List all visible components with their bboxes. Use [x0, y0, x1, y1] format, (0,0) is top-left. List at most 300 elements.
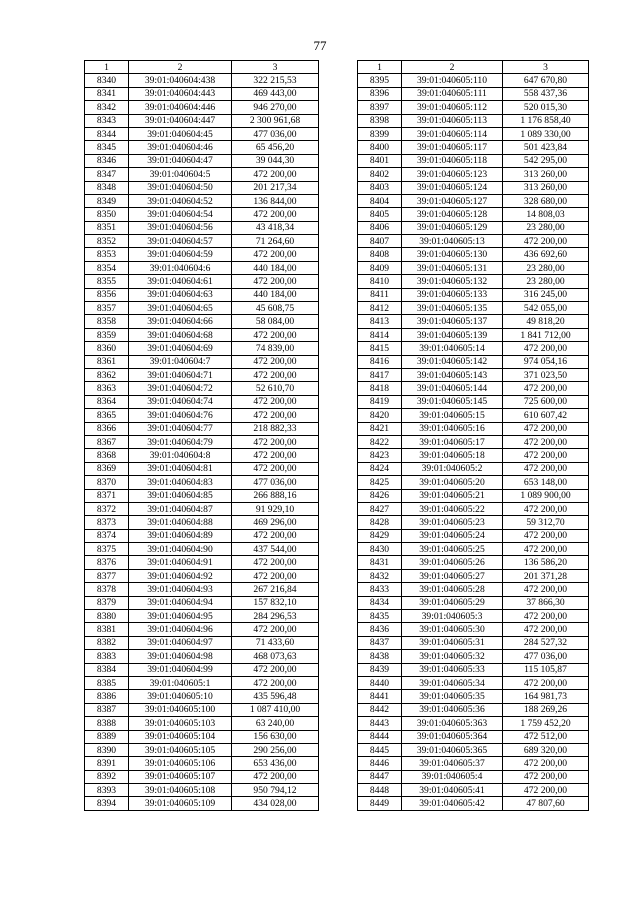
table-row [85, 784, 319, 797]
table-row [85, 288, 319, 301]
row-number-cell: 8385 [85, 676, 129, 689]
value-cell: 58 084,00 [232, 315, 319, 328]
table-row [85, 703, 319, 716]
cadastral-number-cell: 39:01:040605:4 [402, 770, 503, 783]
table-row [358, 623, 589, 636]
cadastral-number-cell: 39:01:040605:36 [402, 703, 503, 716]
cadastral-number-cell: 39:01:040605:110 [402, 74, 503, 87]
cadastral-number-cell: 39:01:040604:50 [129, 181, 232, 194]
table-row [358, 449, 589, 462]
value-cell: 91 929,10 [232, 502, 319, 515]
value-cell: 472 200,00 [503, 435, 589, 448]
row-number-cell: 8445 [358, 743, 402, 756]
value-cell: 468 073,63 [232, 650, 319, 663]
cadastral-number-cell: 39:01:040605:23 [402, 516, 503, 529]
row-number-cell: 8442 [358, 703, 402, 716]
value-cell: 653 148,00 [503, 476, 589, 489]
table-row [358, 703, 589, 716]
cadastral-number-cell: 39:01:040604:5 [129, 168, 232, 181]
value-cell: 647 670,80 [503, 74, 589, 87]
cadastral-number-cell: 39:01:040604:68 [129, 328, 232, 341]
value-cell: 477 036,00 [503, 650, 589, 663]
row-number-cell: 8347 [85, 168, 129, 181]
cadastral-number-cell: 39:01:040605:15 [402, 409, 503, 422]
row-number-cell: 8448 [358, 784, 402, 797]
cadastral-number-cell: 39:01:040604:90 [129, 543, 232, 556]
cadastral-number-cell: 39:01:040604:438 [129, 74, 232, 87]
cadastral-number-cell: 39:01:040605:29 [402, 596, 503, 609]
cadastral-number-cell: 39:01:040605:13 [402, 235, 503, 248]
table-row [358, 676, 589, 689]
value-cell: 472 200,00 [232, 208, 319, 221]
table-row [358, 770, 589, 783]
row-number-cell: 8362 [85, 368, 129, 381]
row-number-cell: 8348 [85, 181, 129, 194]
cadastral-number-cell: 39:01:040605:3 [402, 610, 503, 623]
cadastral-number-cell: 39:01:040604:87 [129, 502, 232, 515]
cadastral-number-cell: 39:01:040605:123 [402, 168, 503, 181]
table-row [358, 382, 589, 395]
row-number-cell: 8365 [85, 409, 129, 422]
cadastral-number-cell: 39:01:040605:31 [402, 636, 503, 649]
table-row [85, 502, 319, 515]
value-cell: 23 280,00 [503, 275, 589, 288]
value-cell: 472 200,00 [232, 663, 319, 676]
cadastral-number-cell: 39:01:040604:76 [129, 409, 232, 422]
cadastral-number-cell: 39:01:040605:111 [402, 87, 503, 100]
row-number-cell: 8402 [358, 168, 402, 181]
row-number-cell: 8343 [85, 114, 129, 127]
value-cell: 188 269,26 [503, 703, 589, 716]
table-row [85, 261, 319, 274]
cadastral-number-cell: 39:01:040605:363 [402, 717, 503, 730]
row-number-cell: 8380 [85, 610, 129, 623]
row-number-cell: 8360 [85, 342, 129, 355]
row-number-cell: 8350 [85, 208, 129, 221]
table-row [358, 342, 589, 355]
cadastral-number-cell: 39:01:040605:26 [402, 556, 503, 569]
row-number-cell: 8342 [85, 101, 129, 114]
value-cell: 472 200,00 [503, 784, 589, 797]
cadastral-number-cell: 39:01:040605:124 [402, 181, 503, 194]
table-row [358, 368, 589, 381]
table-row [358, 87, 589, 100]
table-row [358, 275, 589, 288]
row-number-cell: 8379 [85, 596, 129, 609]
cadastral-number-cell: 39:01:040604:81 [129, 462, 232, 475]
cadastral-number-cell: 39:01:040605:365 [402, 743, 503, 756]
value-cell: 472 200,00 [232, 368, 319, 381]
value-cell: 469 296,00 [232, 516, 319, 529]
value-cell: 136 844,00 [232, 194, 319, 207]
row-number-cell: 8359 [85, 328, 129, 341]
row-number-cell: 8353 [85, 248, 129, 261]
value-cell: 472 200,00 [503, 583, 589, 596]
value-cell: 39 044,30 [232, 154, 319, 167]
row-number-cell: 8394 [85, 797, 129, 810]
value-cell: 501 423,84 [503, 141, 589, 154]
table-row [85, 194, 319, 207]
value-cell: 284 527,32 [503, 636, 589, 649]
table-row [358, 261, 589, 274]
cadastral-number-cell: 39:01:040605:32 [402, 650, 503, 663]
table-row [85, 797, 319, 810]
row-number-cell: 8349 [85, 194, 129, 207]
table-row [85, 569, 319, 582]
cadastral-number-cell: 39:01:040604:83 [129, 476, 232, 489]
table-row [358, 395, 589, 408]
column-header: 1 [358, 61, 402, 74]
row-number-cell: 8423 [358, 449, 402, 462]
row-number-cell: 8410 [358, 275, 402, 288]
table-row [358, 221, 589, 234]
table-row [358, 596, 589, 609]
value-cell: 1 089 900,00 [503, 489, 589, 502]
cadastral-number-cell: 39:01:040604:447 [129, 114, 232, 127]
row-number-cell: 8444 [358, 730, 402, 743]
value-cell: 63 240,00 [232, 717, 319, 730]
table-row [85, 650, 319, 663]
value-cell: 156 630,00 [232, 730, 319, 743]
value-cell: 472 200,00 [503, 770, 589, 783]
cadastral-number-cell: 39:01:040604:72 [129, 382, 232, 395]
value-cell: 371 023,50 [503, 368, 589, 381]
value-cell: 316 245,00 [503, 288, 589, 301]
cadastral-number-cell: 39:01:040605:117 [402, 141, 503, 154]
cadastral-number-cell: 39:01:040605:131 [402, 261, 503, 274]
value-cell: 472 200,00 [232, 168, 319, 181]
table-row [358, 114, 589, 127]
cadastral-number-cell: 39:01:040604:77 [129, 422, 232, 435]
cadastral-number-cell: 39:01:040604:91 [129, 556, 232, 569]
table-row [358, 235, 589, 248]
cadastral-number-cell: 39:01:040604:56 [129, 221, 232, 234]
row-number-cell: 8443 [358, 717, 402, 730]
cadastral-number-cell: 39:01:040605:129 [402, 221, 503, 234]
cadastral-number-cell: 39:01:040604:59 [129, 248, 232, 261]
row-number-cell: 8352 [85, 235, 129, 248]
table-row [85, 74, 319, 87]
row-number-cell: 8361 [85, 355, 129, 368]
table-row [358, 74, 589, 87]
cadastral-number-cell: 39:01:040605:142 [402, 355, 503, 368]
value-cell: 472 200,00 [232, 248, 319, 261]
row-number-cell: 8372 [85, 502, 129, 515]
row-number-cell: 8400 [358, 141, 402, 154]
value-cell: 472 200,00 [232, 623, 319, 636]
row-number-cell: 8371 [85, 489, 129, 502]
row-number-cell: 8449 [358, 797, 402, 810]
cadastral-number-cell: 39:01:040605:21 [402, 489, 503, 502]
table-row [358, 476, 589, 489]
row-number-cell: 8382 [85, 636, 129, 649]
table-row [358, 502, 589, 515]
table-row [358, 154, 589, 167]
value-cell: 52 610,70 [232, 382, 319, 395]
cadastral-number-cell: 39:01:040604:66 [129, 315, 232, 328]
cadastral-number-cell: 39:01:040604:52 [129, 194, 232, 207]
row-number-cell: 8388 [85, 717, 129, 730]
registry-table-left [84, 60, 319, 811]
row-number-cell: 8417 [358, 368, 402, 381]
row-number-cell: 8383 [85, 650, 129, 663]
table-row [358, 462, 589, 475]
cadastral-number-cell: 39:01:040604:443 [129, 87, 232, 100]
value-cell: 542 295,00 [503, 154, 589, 167]
cadastral-number-cell: 39:01:040605:118 [402, 154, 503, 167]
value-cell: 472 200,00 [503, 757, 589, 770]
table-row [85, 235, 319, 248]
value-cell: 472 200,00 [232, 275, 319, 288]
cadastral-number-cell: 39:01:040604:85 [129, 489, 232, 502]
value-cell: 472 200,00 [503, 422, 589, 435]
cadastral-number-cell: 39:01:040605:37 [402, 757, 503, 770]
row-number-cell: 8407 [358, 235, 402, 248]
row-number-cell: 8429 [358, 529, 402, 542]
row-number-cell: 8378 [85, 583, 129, 596]
row-number-cell: 8392 [85, 770, 129, 783]
value-cell: 472 200,00 [232, 770, 319, 783]
value-cell: 322 215,53 [232, 74, 319, 87]
row-number-cell: 8366 [85, 422, 129, 435]
value-cell: 472 200,00 [232, 529, 319, 542]
cadastral-number-cell: 39:01:040605:24 [402, 529, 503, 542]
cadastral-number-cell: 39:01:040605:20 [402, 476, 503, 489]
row-number-cell: 8397 [358, 101, 402, 114]
table-row [358, 717, 589, 730]
row-number-cell: 8357 [85, 302, 129, 315]
table-row [85, 489, 319, 502]
value-cell: 284 296,53 [232, 610, 319, 623]
row-number-cell: 8427 [358, 502, 402, 515]
table-row [358, 757, 589, 770]
row-number-cell: 8341 [85, 87, 129, 100]
value-cell: 472 200,00 [503, 623, 589, 636]
table-row [85, 636, 319, 649]
cadastral-number-cell: 39:01:040604:54 [129, 208, 232, 221]
table-row [85, 221, 319, 234]
value-cell: 946 270,00 [232, 101, 319, 114]
value-cell: 71 433,60 [232, 636, 319, 649]
row-number-cell: 8345 [85, 141, 129, 154]
table-row [85, 435, 319, 448]
table-row [85, 663, 319, 676]
table-row [85, 127, 319, 140]
column-header: 3 [503, 61, 589, 74]
row-number-cell: 8391 [85, 757, 129, 770]
table-row [85, 208, 319, 221]
row-number-cell: 8340 [85, 74, 129, 87]
cadastral-number-cell: 39:01:040604:65 [129, 302, 232, 315]
table-row [358, 529, 589, 542]
table-row [85, 690, 319, 703]
cadastral-number-cell: 39:01:040605:107 [129, 770, 232, 783]
cadastral-number-cell: 39:01:040604:98 [129, 650, 232, 663]
cadastral-number-cell: 39:01:040605:106 [129, 757, 232, 770]
row-number-cell: 8416 [358, 355, 402, 368]
value-cell: 472 200,00 [232, 449, 319, 462]
cadastral-number-cell: 39:01:040605:18 [402, 449, 503, 462]
row-number-cell: 8421 [358, 422, 402, 435]
table-row [85, 422, 319, 435]
value-cell: 440 184,00 [232, 261, 319, 274]
value-cell: 266 888,16 [232, 489, 319, 502]
value-cell: 434 028,00 [232, 797, 319, 810]
table-row [85, 395, 319, 408]
table-row [85, 770, 319, 783]
table-row [85, 315, 319, 328]
row-number-cell: 8446 [358, 757, 402, 770]
value-cell: 472 200,00 [503, 382, 589, 395]
row-number-cell: 8412 [358, 302, 402, 315]
cadastral-number-cell: 39:01:040605:130 [402, 248, 503, 261]
table-row [358, 208, 589, 221]
value-cell: 290 256,00 [232, 743, 319, 756]
value-cell: 47 807,60 [503, 797, 589, 810]
cadastral-number-cell: 39:01:040604:61 [129, 275, 232, 288]
row-number-cell: 8356 [85, 288, 129, 301]
row-number-cell: 8424 [358, 462, 402, 475]
table-row [358, 663, 589, 676]
cadastral-number-cell: 39:01:040604:95 [129, 610, 232, 623]
table-row [358, 194, 589, 207]
value-cell: 472 200,00 [503, 342, 589, 355]
table-row [358, 636, 589, 649]
value-cell: 472 200,00 [232, 328, 319, 341]
value-cell: 45 608,75 [232, 302, 319, 315]
value-cell: 436 692,60 [503, 248, 589, 261]
value-cell: 472 200,00 [232, 676, 319, 689]
row-number-cell: 8386 [85, 690, 129, 703]
table-row [85, 154, 319, 167]
value-cell: 37 866,30 [503, 596, 589, 609]
table-row [358, 516, 589, 529]
cadastral-number-cell: 39:01:040604:47 [129, 154, 232, 167]
value-cell: 23 280,00 [503, 221, 589, 234]
cadastral-number-cell: 39:01:040604:8 [129, 449, 232, 462]
row-number-cell: 8425 [358, 476, 402, 489]
column-header: 3 [232, 61, 319, 74]
table-row [85, 449, 319, 462]
table-row [358, 543, 589, 556]
table-row [85, 409, 319, 422]
cadastral-number-cell: 39:01:040605:16 [402, 422, 503, 435]
value-cell: 472 200,00 [503, 462, 589, 475]
cadastral-number-cell: 39:01:040605:127 [402, 194, 503, 207]
table-row [358, 489, 589, 502]
row-number-cell: 8408 [358, 248, 402, 261]
table-row [358, 743, 589, 756]
cadastral-number-cell: 39:01:040604:99 [129, 663, 232, 676]
value-cell: 440 184,00 [232, 288, 319, 301]
table-row [85, 87, 319, 100]
row-number-cell: 8436 [358, 623, 402, 636]
value-cell: 472 200,00 [503, 543, 589, 556]
value-cell: 472 200,00 [232, 355, 319, 368]
cadastral-number-cell: 39:01:040605:144 [402, 382, 503, 395]
value-cell: 1 176 858,40 [503, 114, 589, 127]
value-cell: 435 596,48 [232, 690, 319, 703]
cadastral-number-cell: 39:01:040605:133 [402, 288, 503, 301]
row-number-cell: 8381 [85, 623, 129, 636]
cadastral-number-cell: 39:01:040605:364 [402, 730, 503, 743]
table-row [85, 302, 319, 315]
table-row [358, 315, 589, 328]
table-row [358, 181, 589, 194]
row-number-cell: 8426 [358, 489, 402, 502]
table-row [358, 569, 589, 582]
cadastral-number-cell: 39:01:040605:104 [129, 730, 232, 743]
row-number-cell: 8414 [358, 328, 402, 341]
table-row [85, 596, 319, 609]
cadastral-number-cell: 39:01:040604:57 [129, 235, 232, 248]
value-cell: 313 260,00 [503, 181, 589, 194]
row-number-cell: 8401 [358, 154, 402, 167]
value-cell: 313 260,00 [503, 168, 589, 181]
value-cell: 472 200,00 [232, 462, 319, 475]
row-number-cell: 8344 [85, 127, 129, 140]
row-number-cell: 8364 [85, 395, 129, 408]
cadastral-number-cell: 39:01:040604:93 [129, 583, 232, 596]
column-header: 1 [85, 61, 129, 74]
row-number-cell: 8439 [358, 663, 402, 676]
table-row [85, 141, 319, 154]
value-cell: 164 981,73 [503, 690, 589, 703]
value-cell: 974 054,16 [503, 355, 589, 368]
cadastral-number-cell: 39:01:040604:71 [129, 368, 232, 381]
row-number-cell: 8358 [85, 315, 129, 328]
cadastral-number-cell: 39:01:040604:46 [129, 141, 232, 154]
row-number-cell: 8375 [85, 543, 129, 556]
table-row [85, 583, 319, 596]
cadastral-number-cell: 39:01:040604:63 [129, 288, 232, 301]
table-header-row [85, 61, 319, 74]
table-row [85, 516, 319, 529]
table-row [358, 784, 589, 797]
row-number-cell: 8395 [358, 74, 402, 87]
cadastral-number-cell: 39:01:040604:7 [129, 355, 232, 368]
cadastral-number-cell: 39:01:040604:89 [129, 529, 232, 542]
value-cell: 65 456,20 [232, 141, 319, 154]
value-cell: 157 832,10 [232, 596, 319, 609]
cadastral-number-cell: 39:01:040605:143 [402, 368, 503, 381]
table-row [358, 328, 589, 341]
table-row [85, 342, 319, 355]
table-row [358, 583, 589, 596]
table-row [85, 248, 319, 261]
row-number-cell: 8363 [85, 382, 129, 395]
row-number-cell: 8367 [85, 435, 129, 448]
cadastral-number-cell: 39:01:040605:135 [402, 302, 503, 315]
value-cell: 201 217,34 [232, 181, 319, 194]
value-cell: 23 280,00 [503, 261, 589, 274]
row-number-cell: 8399 [358, 127, 402, 140]
row-number-cell: 8437 [358, 636, 402, 649]
cadastral-number-cell: 39:01:040605:41 [402, 784, 503, 797]
row-number-cell: 8354 [85, 261, 129, 274]
table-row [85, 717, 319, 730]
value-cell: 477 036,00 [232, 476, 319, 489]
row-number-cell: 8368 [85, 449, 129, 462]
cadastral-number-cell: 39:01:040605:100 [129, 703, 232, 716]
table-row [85, 556, 319, 569]
row-number-cell: 8405 [358, 208, 402, 221]
table-row [358, 141, 589, 154]
value-cell: 437 544,00 [232, 543, 319, 556]
cadastral-number-cell: 39:01:040605:105 [129, 743, 232, 756]
cadastral-number-cell: 39:01:040605:114 [402, 127, 503, 140]
table-row [85, 623, 319, 636]
